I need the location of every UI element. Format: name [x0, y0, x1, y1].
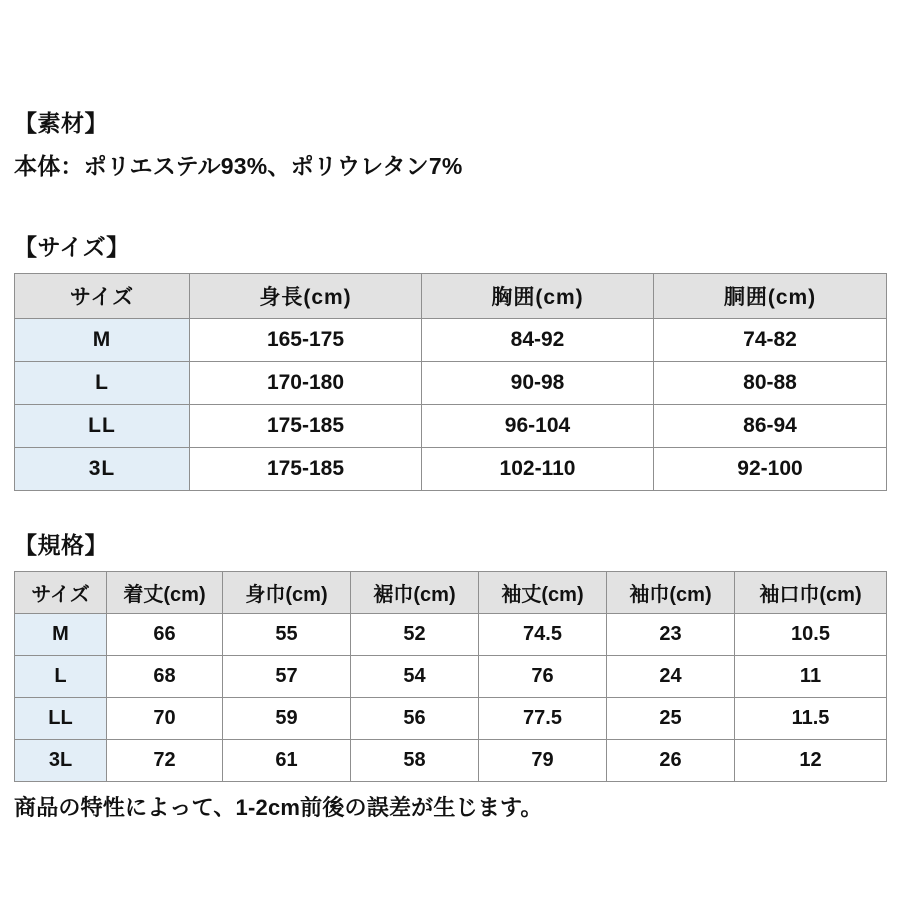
- size-label: M: [15, 614, 107, 656]
- table-header-row: [15, 274, 887, 319]
- size-label: LL: [15, 698, 107, 740]
- table-row: [15, 656, 887, 698]
- column-header: 胴囲(cm): [654, 274, 887, 319]
- table-cell: 68: [107, 656, 223, 698]
- column-header: 着丈(cm): [107, 572, 223, 614]
- size-heading: 【サイズ】: [14, 234, 130, 260]
- table-header-row: [15, 572, 887, 614]
- table-cell: 11: [735, 656, 887, 698]
- table-cell: 79: [479, 740, 607, 782]
- table-row: [15, 362, 887, 405]
- table-cell: 102-110: [422, 448, 654, 491]
- table-cell: 86-94: [654, 405, 887, 448]
- table-cell: 80-88: [654, 362, 887, 405]
- column-header: サイズ: [15, 274, 190, 319]
- column-header: 袖巾(cm): [607, 572, 735, 614]
- table-cell: 70: [107, 698, 223, 740]
- table-cell: 84-92: [422, 319, 654, 362]
- table-cell: 58: [351, 740, 479, 782]
- table-cell: 52: [351, 614, 479, 656]
- table-cell: 23: [607, 614, 735, 656]
- table-cell: 76: [479, 656, 607, 698]
- table-cell: 165-175: [190, 319, 422, 362]
- table-cell: 57: [223, 656, 351, 698]
- table-cell: 54: [351, 656, 479, 698]
- size-label: M: [15, 319, 190, 362]
- spec-table: [14, 571, 887, 782]
- tolerance-note: 商品の特性によって、1-2cm前後の誤差が生じます。: [14, 795, 543, 820]
- table-cell: 26: [607, 740, 735, 782]
- table-row: [15, 405, 887, 448]
- table-cell: 24: [607, 656, 735, 698]
- column-header: 袖丈(cm): [479, 572, 607, 614]
- table-row: [15, 448, 887, 491]
- table-cell: 175-185: [190, 405, 422, 448]
- table-cell: 170-180: [190, 362, 422, 405]
- table-cell: 12: [735, 740, 887, 782]
- column-header: 袖口巾(cm): [735, 572, 887, 614]
- table-cell: 66: [107, 614, 223, 656]
- material-text: 本体：ポリエステル93%、ポリウレタン7%: [14, 153, 463, 179]
- column-header: 身巾(cm): [223, 572, 351, 614]
- column-header: 裾巾(cm): [351, 572, 479, 614]
- spec-heading: 【規格】: [14, 532, 108, 558]
- table-cell: 10.5: [735, 614, 887, 656]
- size-label: 3L: [15, 740, 107, 782]
- size-table: [14, 273, 887, 491]
- table-cell: 175-185: [190, 448, 422, 491]
- size-label: 3L: [15, 448, 190, 491]
- table-row: [15, 319, 887, 362]
- table-cell: 72: [107, 740, 223, 782]
- size-label: LL: [15, 405, 190, 448]
- table-cell: 59: [223, 698, 351, 740]
- column-header: 身長(cm): [190, 274, 422, 319]
- table-cell: 77.5: [479, 698, 607, 740]
- table-cell: 61: [223, 740, 351, 782]
- table-cell: 92-100: [654, 448, 887, 491]
- table-cell: 74-82: [654, 319, 887, 362]
- table-row: [15, 614, 887, 656]
- table-cell: 90-98: [422, 362, 654, 405]
- column-header: 胸囲(cm): [422, 274, 654, 319]
- table-cell: 56: [351, 698, 479, 740]
- material-heading: 【素材】: [14, 110, 108, 136]
- size-label: L: [15, 362, 190, 405]
- table-row: [15, 740, 887, 782]
- column-header: サイズ: [15, 572, 107, 614]
- table-cell: 25: [607, 698, 735, 740]
- table-row: [15, 698, 887, 740]
- size-label: L: [15, 656, 107, 698]
- table-cell: 74.5: [479, 614, 607, 656]
- table-cell: 96-104: [422, 405, 654, 448]
- table-cell: 55: [223, 614, 351, 656]
- table-cell: 11.5: [735, 698, 887, 740]
